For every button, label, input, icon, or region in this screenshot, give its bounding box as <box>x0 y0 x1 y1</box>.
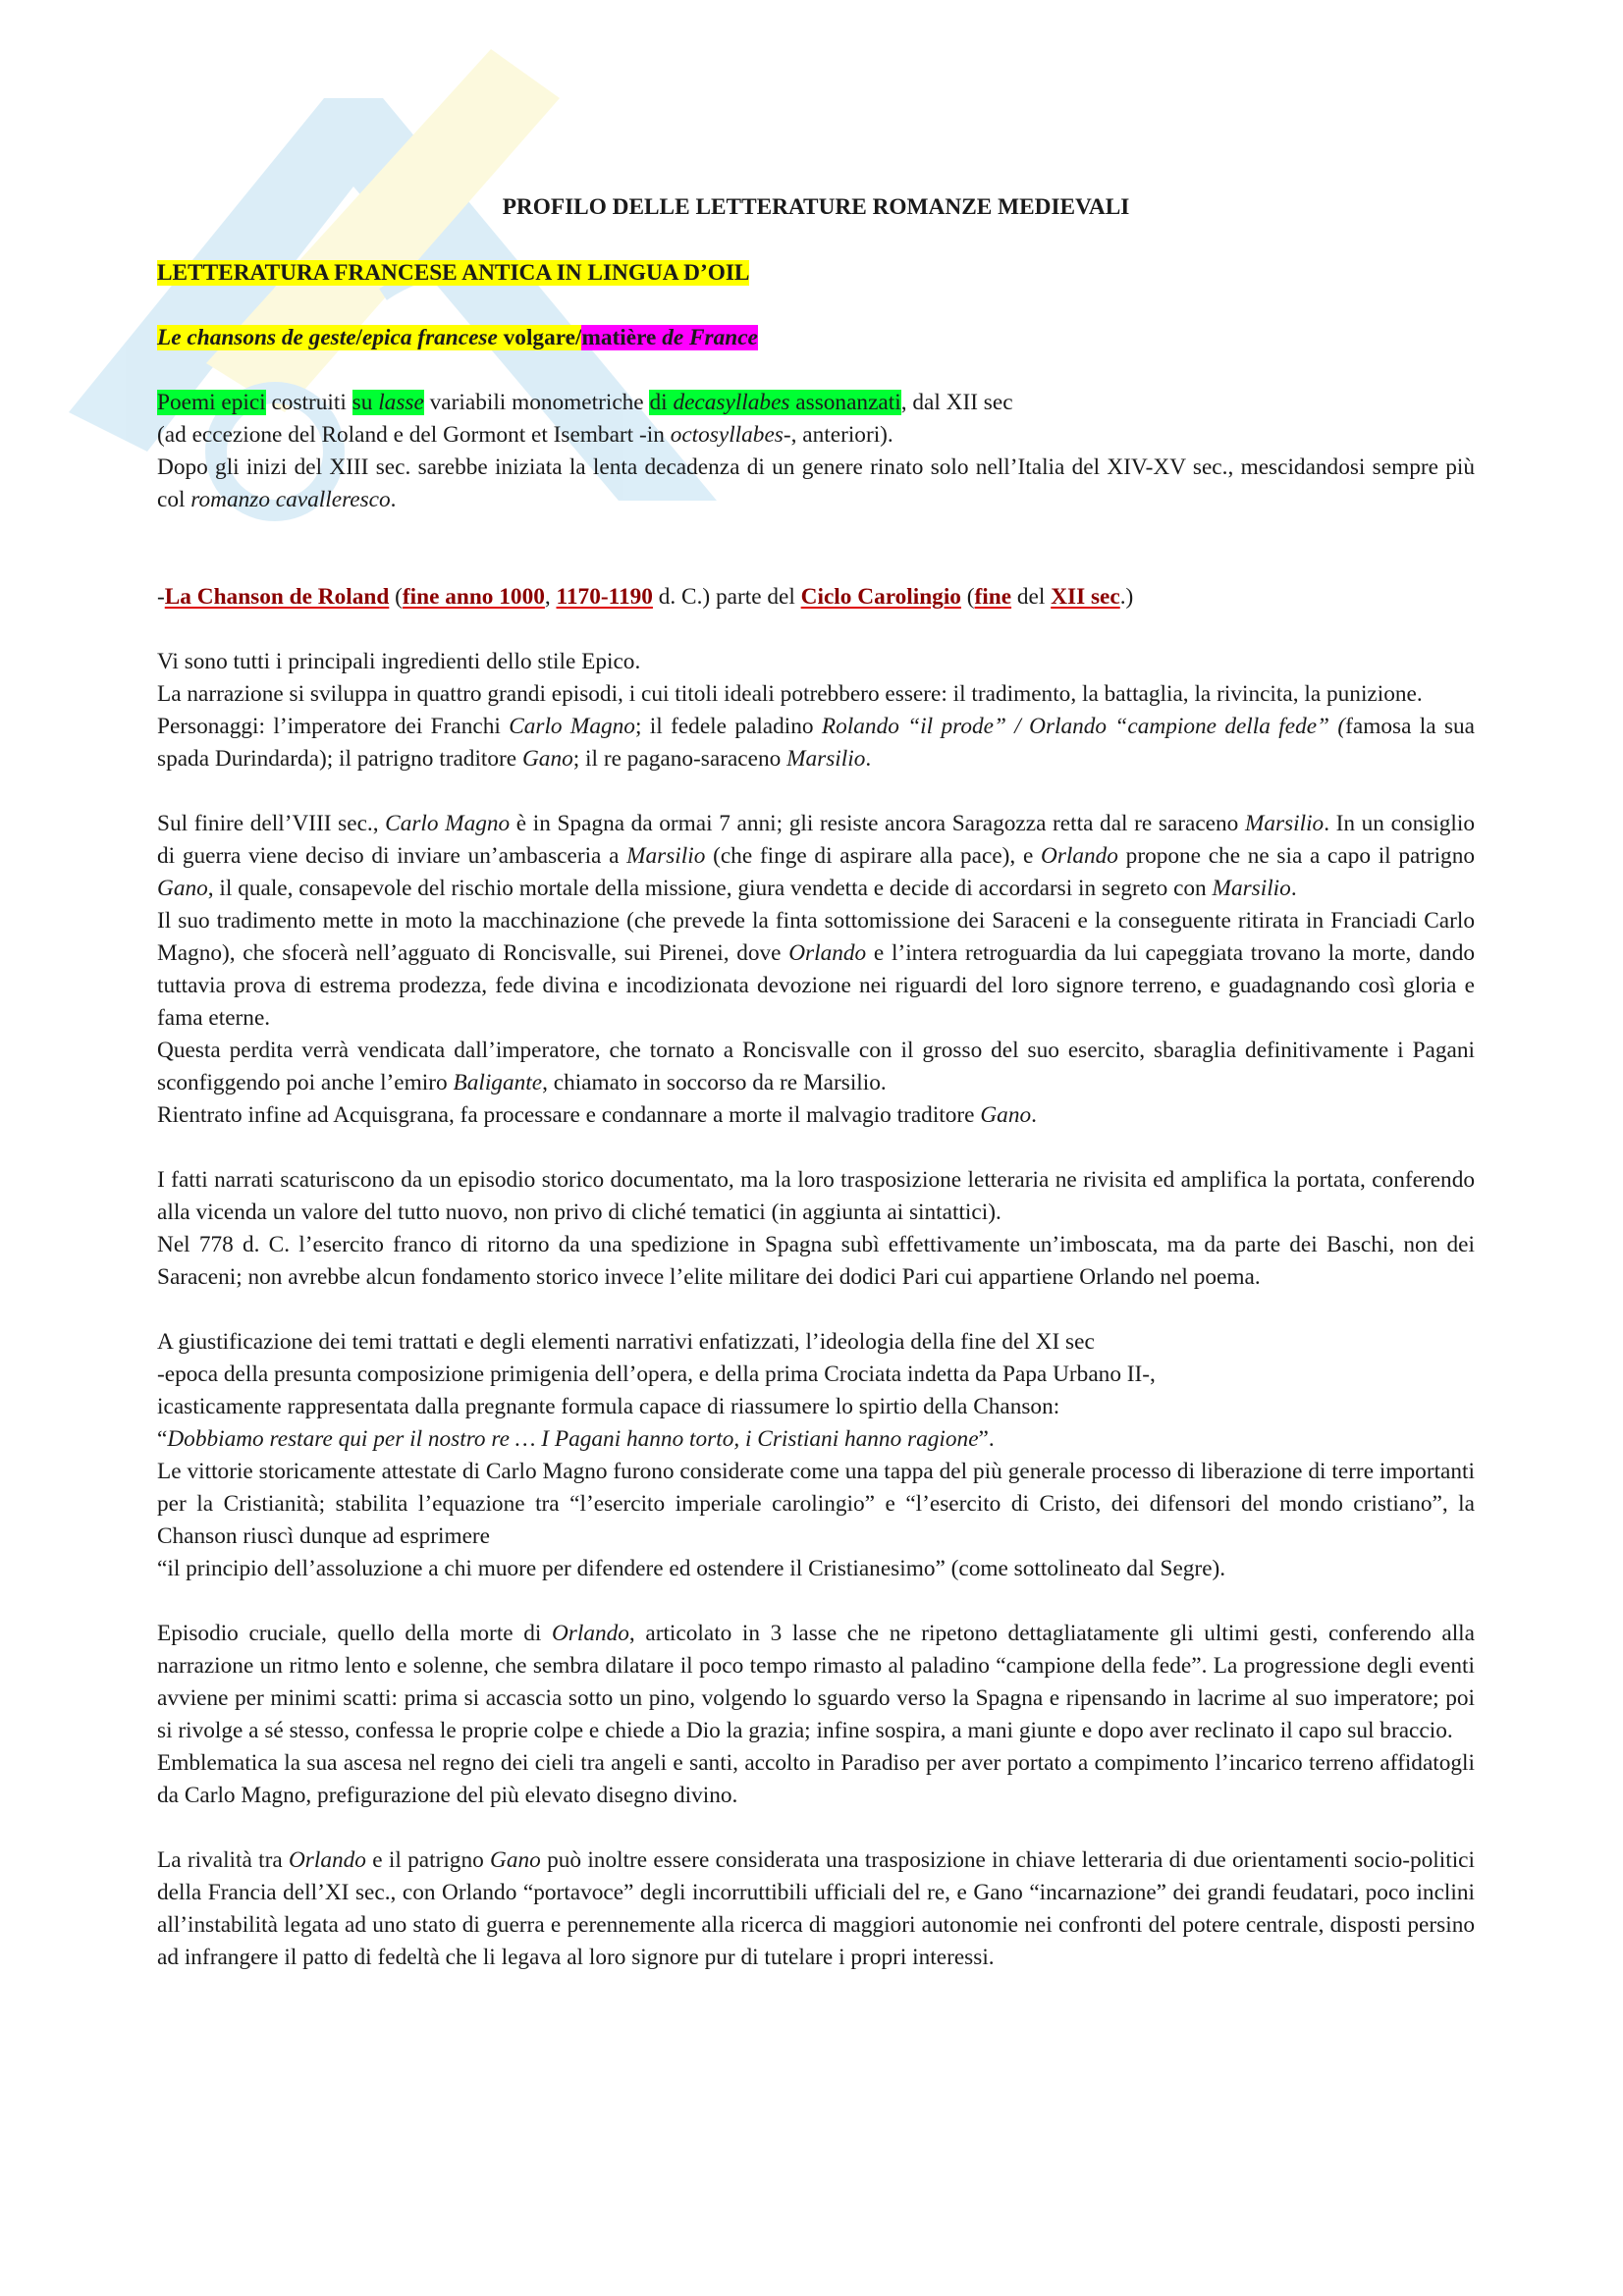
rivalry-paragraph: La rivalità tra Orlando e il patrigno Gano può inoltre essere considerata una trasposizione in chiave letteraria di due orientamenti socio-politici della Francia dell’XI sec., con Orlando “portavoce” degli incorruttibili ufficiali del re, e Gano “incarnazione” dei grandi feudatari, poco inclini all’instabilità legata ad uno stato di guerra e perennemente alla ricerca di maggiori autonomie nei confronti del potere centrale, disposti persino ad infrangere il patto di fedeltà che li legava al loro signore pur di tutelare i propri interessi. <box>157 1847 1475 1970</box>
history-paragraph: I fatti narrati scaturiscono da un episodio storico documentato, ma la loro trasposizione letteraria ne rivisita ed amplifica la portata, conferendo alla vicenda un valore del tutto nuovo, non privo di cliché tematici (in aggiunta ai sintattici). Nel 778 d. C. l’esercito franco di ritorno da una spedizione in Spagna subì effettivamente un’imboscata, ma da parte dei Baschi, non dei Saraceni; non avrebbe alcun fondamento storico invece l’elite militare dei dodici Pari cui appartiene Orlando nel poema. <box>157 1167 1475 1290</box>
document-page <box>157 191 1475 1974</box>
intro-paragraph: Poemi epici costruiti su lasse variabili monometriche di decasyllabes assonanzati, dal XII sec (ad eccezione del Roland e del Gormont et Isembart -in octosyllabes-, anteriori). Dopo gli inizi del XIII sec. sarebbe iniziata la lenta decadenza di un genere rinato solo nell’Italia del XIV-XV sec., mescidandosi sempre più col romanzo cavalleresco. <box>157 390 1475 512</box>
subsection-heading: Le chansons de geste/epica francese volgare/matière de France <box>157 325 758 350</box>
plot-paragraph: Sul finire dell’VIII sec., Carlo Magno è in Spagna da ormai 7 anni; gli resiste ancora Saragozza retta dal re saraceno Marsilio. In un consiglio di guerra viene deciso di inviare un’ambasceria a Marsilio (che finge di aspirare alla pace), e Orlando propone che ne sia a capo il patrigno Gano, il quale, consapevole del rischio mortale della missione, giura vendetta e decide di accordarsi in segreto con Marsilio. Il suo tradimento mette in moto la macchinazione (che prevede la finta sottomissione dei Saraceni e la conseguente ritirata in Franciadi Carlo Magno), che sfocerà nell’agguato di Roncisvalle, sui Pirenei, dove Orlando e l’intera retroguardia da lui capeggiata trovano la morte, dando tuttavia prova di estrema prodezza, fede divina e incodizionata devozione nei riguardi del loro signore terreno, e guadagnando così gloria e fama eterne. Questa perdita verrà vendicata dall’imperatore, che tornato a Roncisvalle con il grosso del suo esercito, sbaraglia definitivamente i Pagani sconfiggendo poi anche l’emiro Baligante, chiamato in soccorso da re Marsilio. Rientrato infine ad Acquisgrana, fa processare e condannare a morte il malvagio traditore Gano. <box>157 811 1475 1128</box>
page-title: PROFILO DELLE LETTERATURE ROMANZE MEDIEVALI <box>502 194 1130 220</box>
section-heading: LETTERATURA FRANCESE ANTICA IN LINGUA D’OIL <box>157 260 750 286</box>
ideology-paragraph: A giustificazione dei temi trattati e degli elementi narrativi enfatizzati, l’ideologia della fine del XI sec -epoca della presunta composizione primigenia dell’opera, e della prima Crociata indetta da Papa Urbano II-, icasticamente rappresentata dalla pregnante formula capace di riassumere lo spirtio della Chanson: “Dobbiamo restare qui per il nostro re … I Pagani hanno torto, i Cristiani hanno ragione”. Le vittorie storicamente attestate di Carlo Magno furono considerate come una tappa del più generale processo di liberazione di terre importanti per la Cristianità; stabilita l’equazione tra “l’esercito imperiale carolingio” e “l’esercito di Cristo, dei difensori del mondo cristiano”, la Chanson riuscì dunque ad esprimere “il principio dell’assoluzione a chi muore per difendere ed ostendere il Cristianesimo” (come sottolineato dal Segre). <box>157 1329 1475 1581</box>
death-of-orlando-paragraph: Episodio cruciale, quello della morte di Orlando, articolato in 3 lasse che ne ripetono dettagliatamente gli ultimi gesti, conferendo alla narrazione un ritmo lento e solenne, che sembra dilatare il poco tempo rimasto al paladino “campione della fede”. La progressione degli eventi avviene per minimi scatti: prima si accascia sotto un pino, volgendo lo sguardo verso la Spagna e ripensando in lacrime al suo imperatore; poi si rivolge a sé stesso, confessa le proprie colpe e chiede a Dio la grazia; infine sospira, a mani giunte e dopo aver reclinato il capo sul braccio. Emblematica la sua ascesa nel regno dei cieli tra angeli e santi, accolto in Paradiso per aver portato a compimento l’incarico terreno affidatogli da Carlo Magno, prefigurazione del più elevato disegno divino. <box>157 1621 1475 1808</box>
chanson-de-roland-heading: -La Chanson de Roland (fine anno 1000, 1170-1190 d. C.) parte del Ciclo Carolingio (fine del XII sec.) <box>157 584 1134 610</box>
characters-paragraph: Vi sono tutti i principali ingredienti dello stile Epico. La narrazione si sviluppa in quattro grandi episodi, i cui titoli ideali potrebbero essere: il tradimento, la battaglia, la rivincita, la punizione. Personaggi: l’imperatore dei Franchi Carlo Magno; il fedele paladino Rolando “il prode” / Orlando “campione della fede” (famosa la sua spada Durindarda); il patrigno traditore Gano; il re pagano-saraceno Marsilio. <box>157 649 1475 772</box>
